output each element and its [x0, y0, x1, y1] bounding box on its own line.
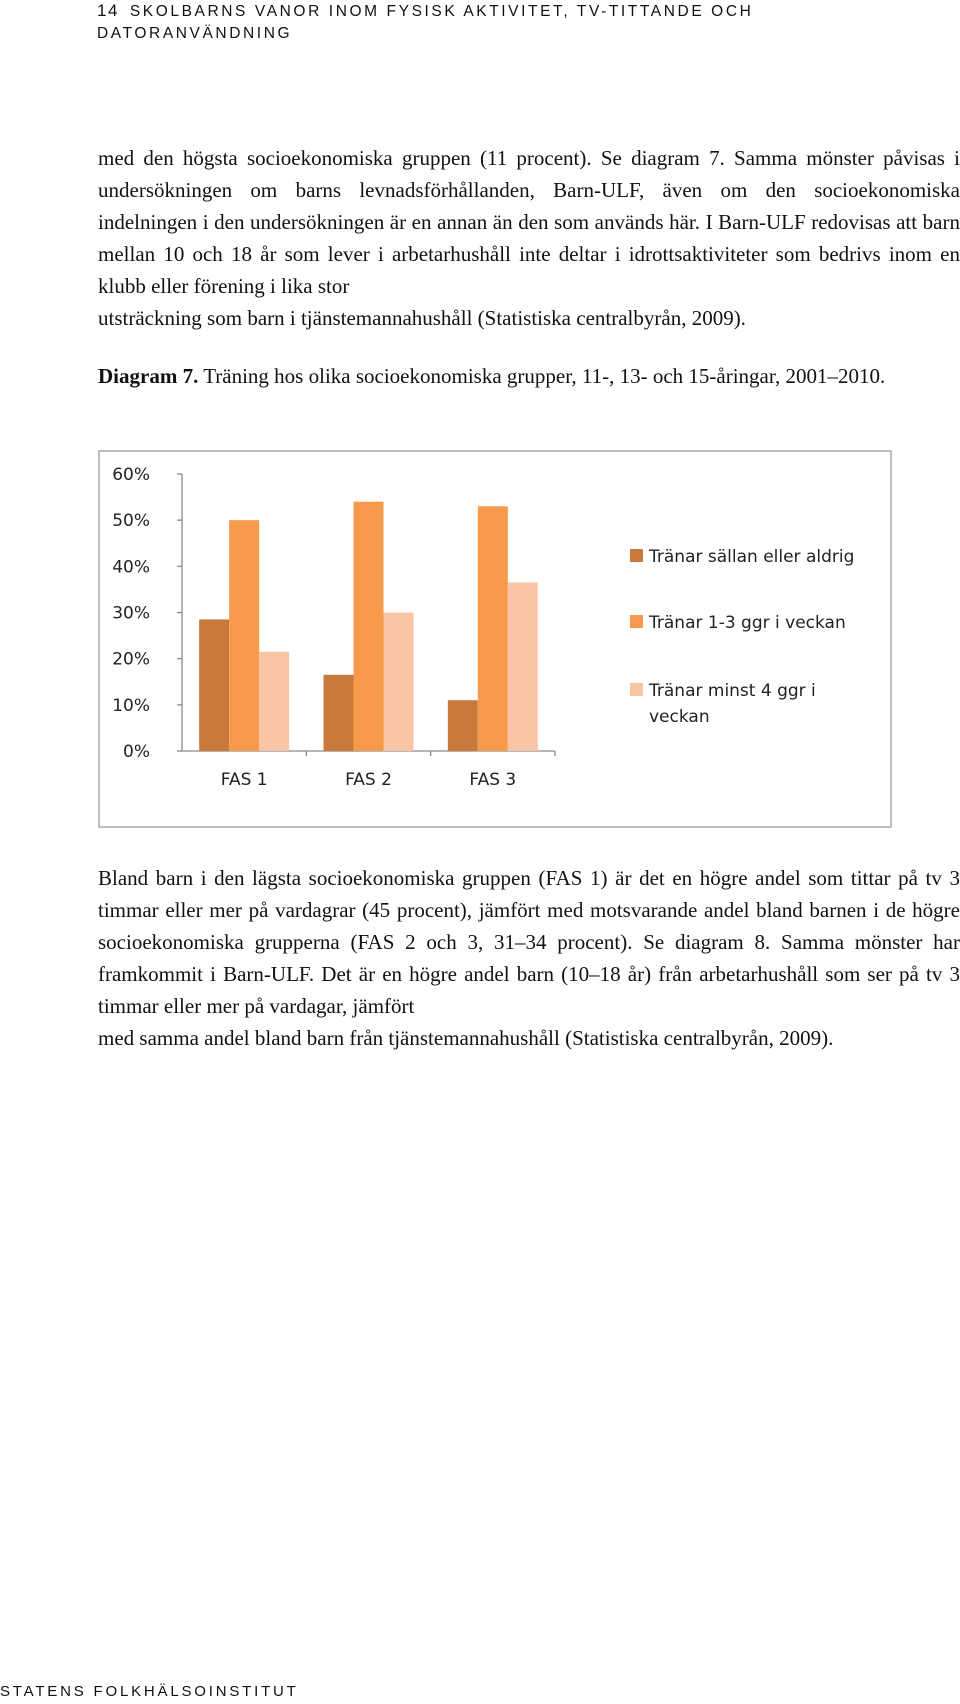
y-tick-label: 20% [112, 649, 150, 670]
bar [229, 520, 259, 751]
bar [259, 652, 289, 751]
paragraph-1 [98, 142, 960, 334]
bar [199, 619, 229, 751]
running-title-line2: DATORANVÄNDNING [97, 25, 293, 42]
legend-swatch [630, 683, 643, 696]
running-header [97, 0, 857, 45]
bar [508, 582, 538, 751]
y-tick-label: 10% [112, 695, 150, 716]
y-tick-label: 0% [123, 742, 150, 762]
bar [478, 506, 508, 751]
page-number: 14 [97, 1, 119, 20]
bar-chart [100, 452, 890, 826]
paragraph-1-body: med den högsta socioekonomiska gruppen (11 procent). Se diagram 7. Samma mönster påvisas i undersökningen om barns levnadsförhållanden, Barn-ULF, även om den socioekonomiska indelningen i den undersökningen är en annan än den som används här. I Barn-ULF redovisas att barn mellan 10 och 18 år som lever i arbetarhushåll inte deltar i idrottsaktiviteter som bedrivs inom en klubb eller förening i lika stor [98, 146, 960, 298]
y-tick-label: 60% [112, 465, 150, 485]
legend-label: Tränar 1-3 ggr i veckan [649, 613, 846, 633]
caption-label: Diagram 7. [98, 364, 199, 388]
legend [630, 547, 854, 727]
paragraph-2-body: Bland barn i den lägsta socioekonomiska gruppen (FAS 1) är det en högre andel som tittar på tv 3 timmar eller mer på vardagrar (45 procent), jämfört med motsvarande andel bland barnen i de högre socioekonomiska grupperna (FAS 2 och 3, 31–34 procent). Se diagram 8. Samma mönster har framkommit i Barn-ULF. Det är en högre andel barn (10–18 år) från arbetarhushåll som ser på tv 3 timmar eller mer på vardagar, jämfört [98, 866, 960, 1018]
paragraph-2 [98, 862, 960, 1054]
running-title-line1: SKOLBARNS VANOR INOM FYSISK AKTIVITET, TV-TITTANDE OCH [129, 3, 754, 20]
bar [384, 613, 414, 752]
bar [448, 700, 478, 751]
x-tick-label: FAS 1 [220, 770, 268, 790]
chart-container [98, 450, 892, 828]
bar [324, 675, 354, 751]
y-tick-label: 50% [112, 511, 150, 532]
y-tick-label: 40% [112, 557, 150, 578]
figure-caption [98, 360, 960, 392]
legend-label: Tränar sällan eller aldrig [649, 547, 855, 567]
legend-swatch [630, 549, 643, 562]
x-tick-label: FAS 2 [345, 770, 392, 790]
legend-swatch [630, 615, 643, 628]
caption-text: Träning hos olika socioekonomiska grupper, 11-, 13- och 15-åringar, 2001–2010. [198, 364, 886, 388]
bars [199, 502, 538, 751]
legend-label: Tränar minst 4 ggr i veckan [649, 681, 816, 727]
paragraph-1-last-line: utsträckning som barn i tjänstemannahushåll (Statistiska centralbyrån, 2009). [98, 306, 746, 330]
bar [354, 502, 384, 751]
y-tick-label: 30% [112, 603, 150, 624]
x-tick-label: FAS 3 [469, 770, 517, 790]
paragraph-2-last-line: med samma andel bland barn från tjänstemannahushåll (Statistiska centralbyrån, 2009). [98, 1026, 834, 1050]
footer-publisher: STATENS FOLKHÄLSOINSTITUT [0, 1683, 299, 1700]
